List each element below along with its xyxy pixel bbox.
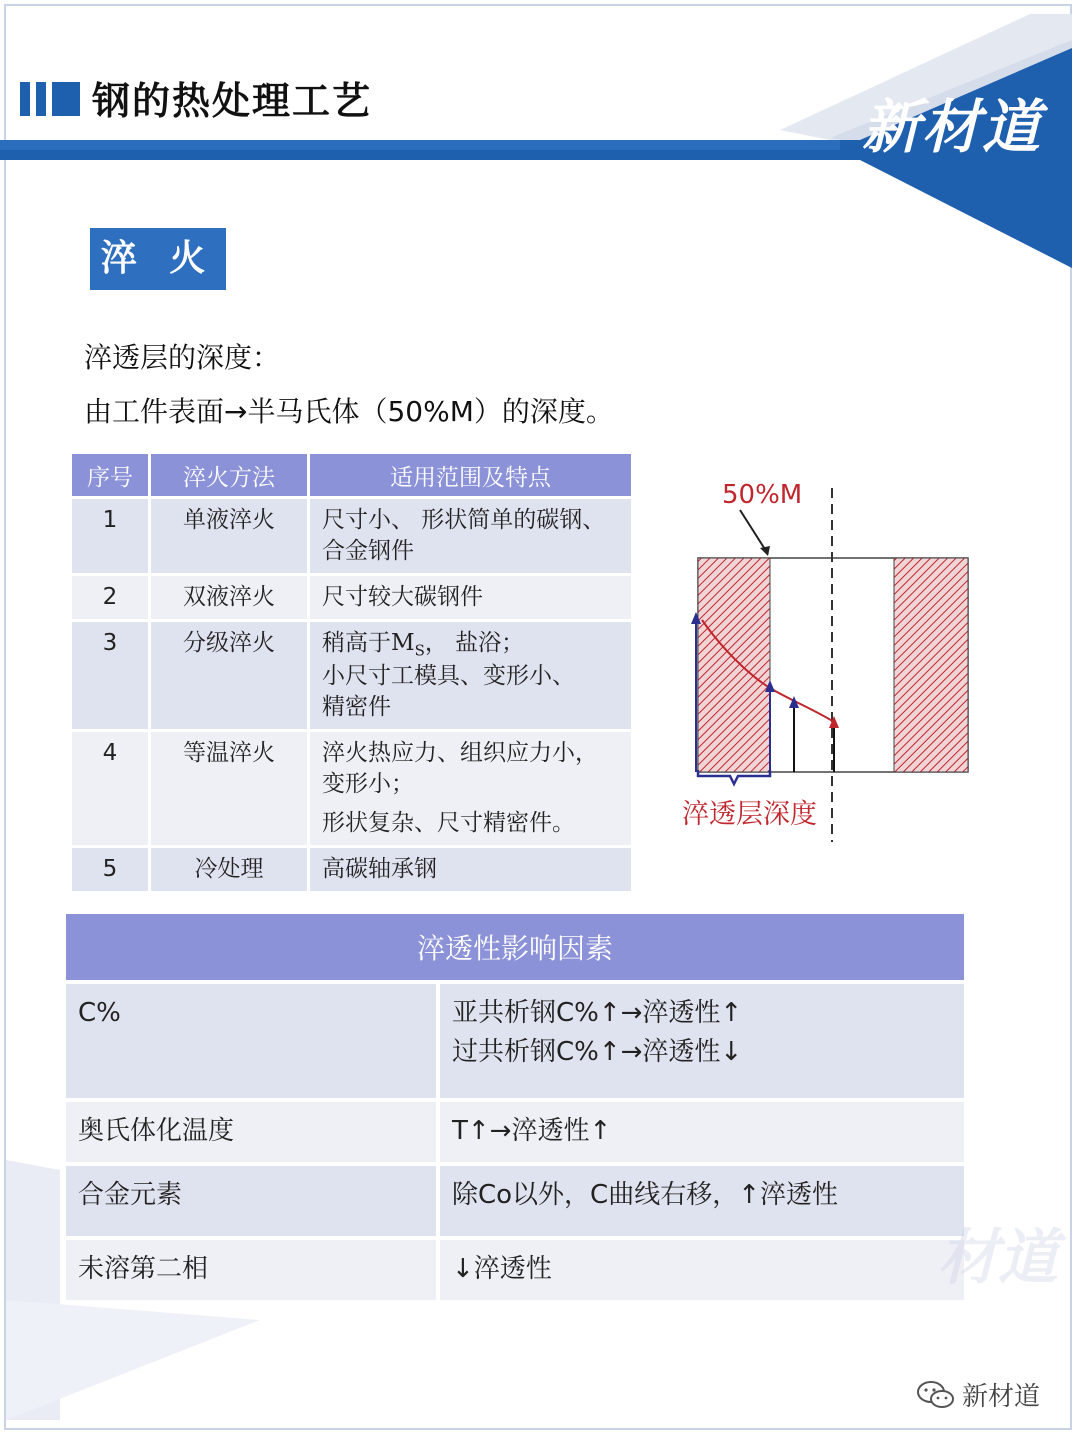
- row-method: 双液淬火: [150, 575, 309, 621]
- desc-subscript: S: [414, 641, 425, 660]
- desc-line: 小尺寸工模具、变形小、: [322, 662, 575, 689]
- row-desc: [309, 575, 633, 621]
- col-header-method: 淬火方法: [150, 454, 309, 498]
- row-desc: [309, 498, 633, 575]
- desc-line: 尺寸较大碳钢件: [322, 584, 483, 611]
- table-row: [72, 575, 633, 621]
- row-method: 单液淬火: [150, 498, 309, 575]
- desc-line: 淬火热应力、组织应力小，: [322, 740, 598, 767]
- row-no: 3: [72, 621, 150, 731]
- row-desc: [309, 847, 633, 893]
- effect-line: ↓淬透性: [452, 1254, 552, 1284]
- intro-line-1: 淬透层的深度：: [84, 341, 281, 374]
- effect-cell: [438, 1100, 964, 1164]
- hardened-zone-right: [894, 558, 968, 772]
- effect-line: 过共析钢C%↑→淬透性↓: [452, 1037, 743, 1067]
- effect-cell: [438, 982, 964, 1100]
- row-method: 分级淬火: [150, 621, 309, 731]
- desc-prefix: 稍高于M: [322, 630, 415, 657]
- page-title: 钢的热处理工艺: [92, 79, 373, 123]
- factor-cell: C%: [66, 982, 438, 1100]
- desc-line: 高碳轴承钢: [322, 856, 437, 883]
- brand-logo-text: 新材道: [862, 93, 1043, 161]
- hardened-zone-left: [698, 558, 770, 772]
- effect-cell: [438, 1164, 964, 1238]
- effect-line: 亚共析钢C%↑→淬透性↑: [452, 998, 743, 1028]
- desc-line: 精密件: [322, 694, 391, 721]
- factor-cell: 未溶第二相: [66, 1238, 438, 1302]
- factor-cell: 奥氏体化温度: [66, 1100, 438, 1164]
- table-row: [72, 847, 633, 893]
- diagram-label-depth: 淬透层深度: [682, 799, 817, 830]
- row-desc: [309, 731, 633, 847]
- factor-cell: 合金元素: [66, 1164, 438, 1238]
- row-method: 等温淬火: [150, 731, 309, 847]
- row-desc: [309, 621, 633, 731]
- effect-cell: [438, 1238, 964, 1302]
- desc-line: 合金钢件: [322, 538, 414, 565]
- table-row: [72, 621, 633, 731]
- section-badge: 淬 火: [90, 228, 226, 290]
- effect-line: T↑→淬透性↑: [452, 1116, 612, 1146]
- effect-line: 除Co以外，C曲线右移，↑淬透性: [452, 1180, 839, 1210]
- desc-line: 形状复杂、尺寸精密件。: [322, 810, 575, 837]
- hardenability-factors-table: [66, 914, 964, 1304]
- desc-line: 变形小；: [322, 771, 414, 798]
- intro-line-2: 由工件表面→半马氏体（50%M）的深度。: [84, 395, 614, 428]
- table-header-row: [66, 914, 964, 982]
- footer-account: [916, 1376, 1040, 1413]
- header-mark: [20, 82, 80, 116]
- table-row: [66, 1238, 964, 1302]
- row-no: 4: [72, 731, 150, 847]
- footer-account-name: 新材道: [962, 1382, 1041, 1412]
- quench-methods-table: [72, 454, 634, 894]
- row-no: 2: [72, 575, 150, 621]
- col-header-no: 序号: [72, 454, 150, 498]
- table-row: [66, 1100, 964, 1164]
- table-row: [66, 1164, 964, 1238]
- desc-line: 尺寸小、 形状简单的碳钢、: [322, 507, 606, 533]
- desc-suffix: ， 盐浴；: [424, 630, 525, 657]
- col-header-scope: 适用范围及特点: [309, 454, 633, 498]
- table-header-row: [72, 454, 633, 498]
- row-method: 冷处理: [150, 847, 309, 893]
- wechat-icon: [916, 1380, 956, 1410]
- table-row: [66, 982, 964, 1100]
- row-no: 5: [72, 847, 150, 893]
- table-title: 淬透性影响因素: [66, 914, 964, 982]
- table-row: [72, 731, 633, 847]
- desc-line: [322, 628, 623, 661]
- diagram-label-50m: 50%M: [722, 480, 803, 510]
- watermark-brand: 材道: [938, 1223, 1058, 1293]
- row-no: 1: [72, 498, 150, 575]
- table-row: [72, 498, 633, 575]
